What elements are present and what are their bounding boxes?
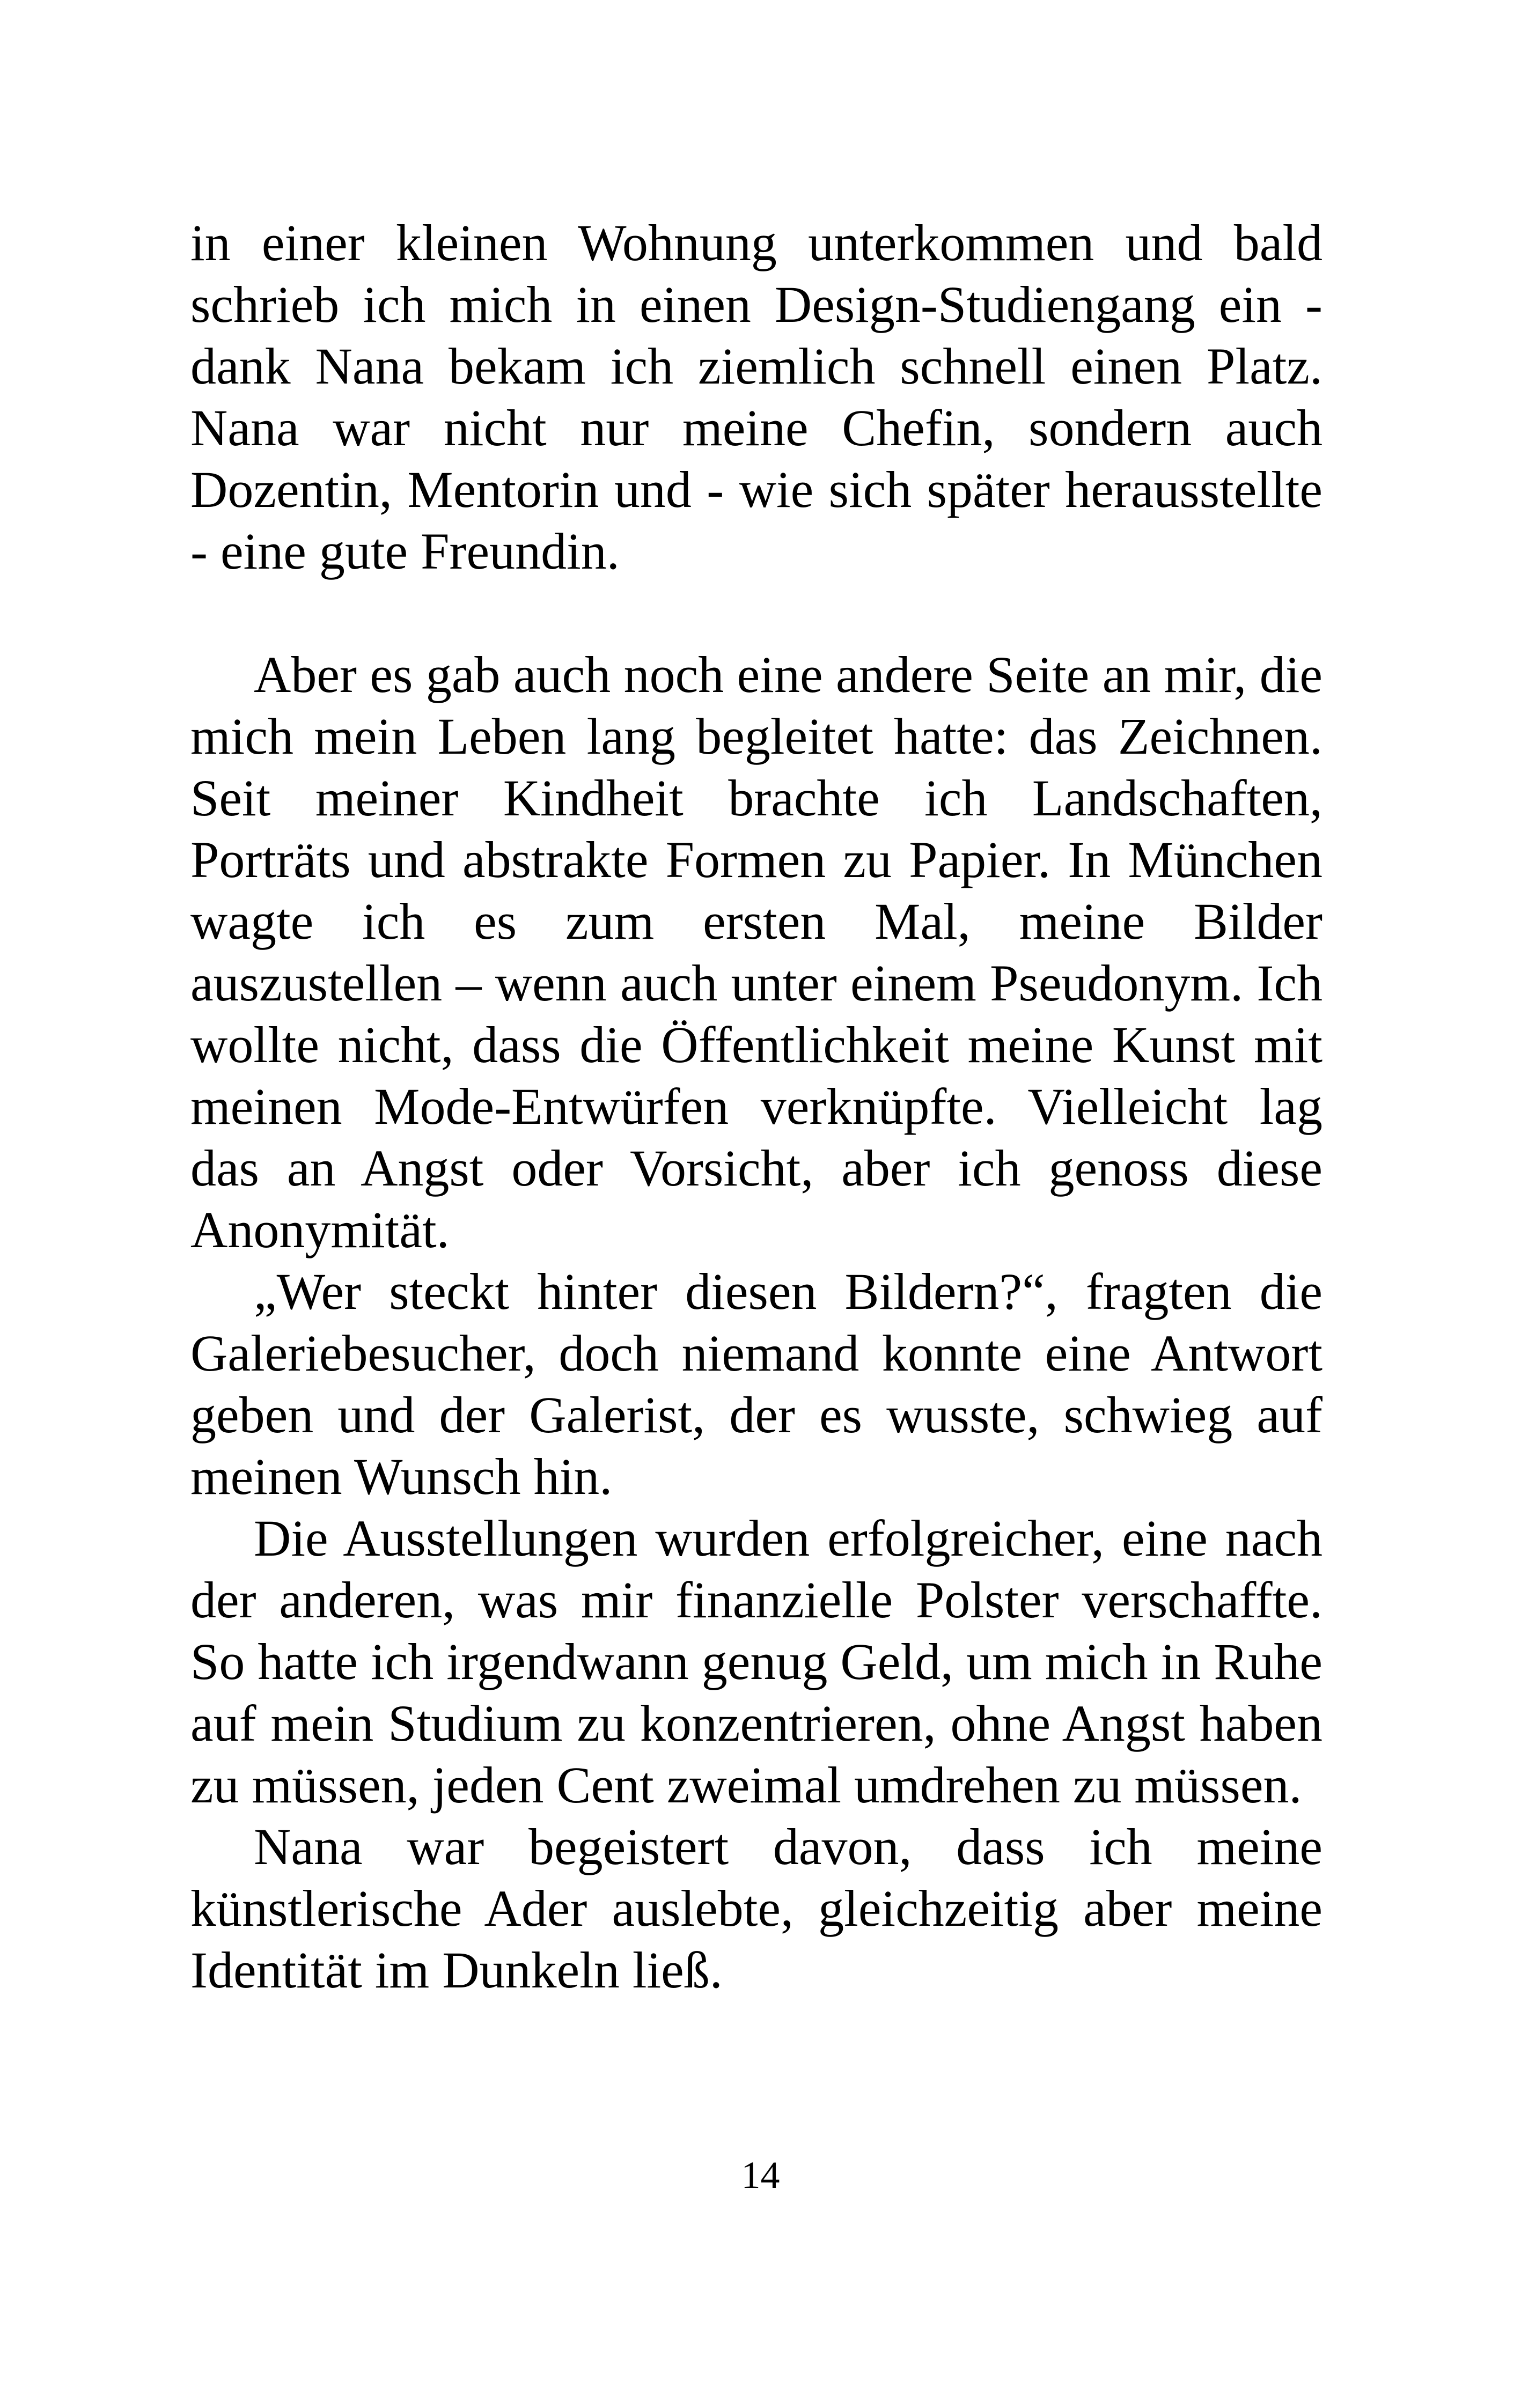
body-text bbox=[190, 212, 1322, 2001]
paragraph-dialogue: „Wer steckt hinter diesen Bildern?“, fragten die Galeriebesucher, doch niemand konnte eine Antwort geben und der Galerist, der es wusste, schwieg auf meinen Wunsch hin. bbox=[190, 1263, 1322, 1505]
paragraph: Aber es gab auch noch eine andere Seite an mir, die mich mein Leben lang begleitet hatte: das Zeichnen. Seit meiner Kindheit brachte ich Landschaften, Porträts und abstrakte Formen zu Papier. In München wagte ich es zum ersten Mal, meine Bilder auszustellen – wenn auch unter einem Pseudonym. Ich wollte nicht, dass die Öffentlichkeit meine Kunst mit meinen Mode-Entwürfen verknüpfte. Vielleicht lag das an Angst oder Vorsicht, aber ich genoss diese Anonymität. bbox=[190, 646, 1322, 1258]
paragraph: Nana war begeistert davon, dass ich meine künstlerische Ader auslebte, gleichzeitig aber meine Identität im Dunkeln ließ. bbox=[190, 1818, 1322, 1999]
paragraph-continued: in einer kleinen Wohnung unterkommen und bald schrieb ich mich in einen Design-Studiengang ein - dank Nana bekam ich ziemlich schnell einen Platz. Nana war nicht nur meine Chefin, sondern auch Dozentin, Mentorin und - wie sich später herausstellte - eine gute Freundin. bbox=[190, 214, 1322, 580]
page-number: 14 bbox=[741, 2154, 780, 2197]
paragraph: Die Ausstellungen wurden erfolgreicher, eine nach der anderen, was mir finanzielle Polster verschaffte. So hatte ich irgendwann genug Geld, um mich in Ruhe auf mein Studium zu konzentrieren, ohne Angst haben zu müssen, jeden Cent zweimal umdrehen zu müssen. bbox=[190, 1509, 1322, 1814]
